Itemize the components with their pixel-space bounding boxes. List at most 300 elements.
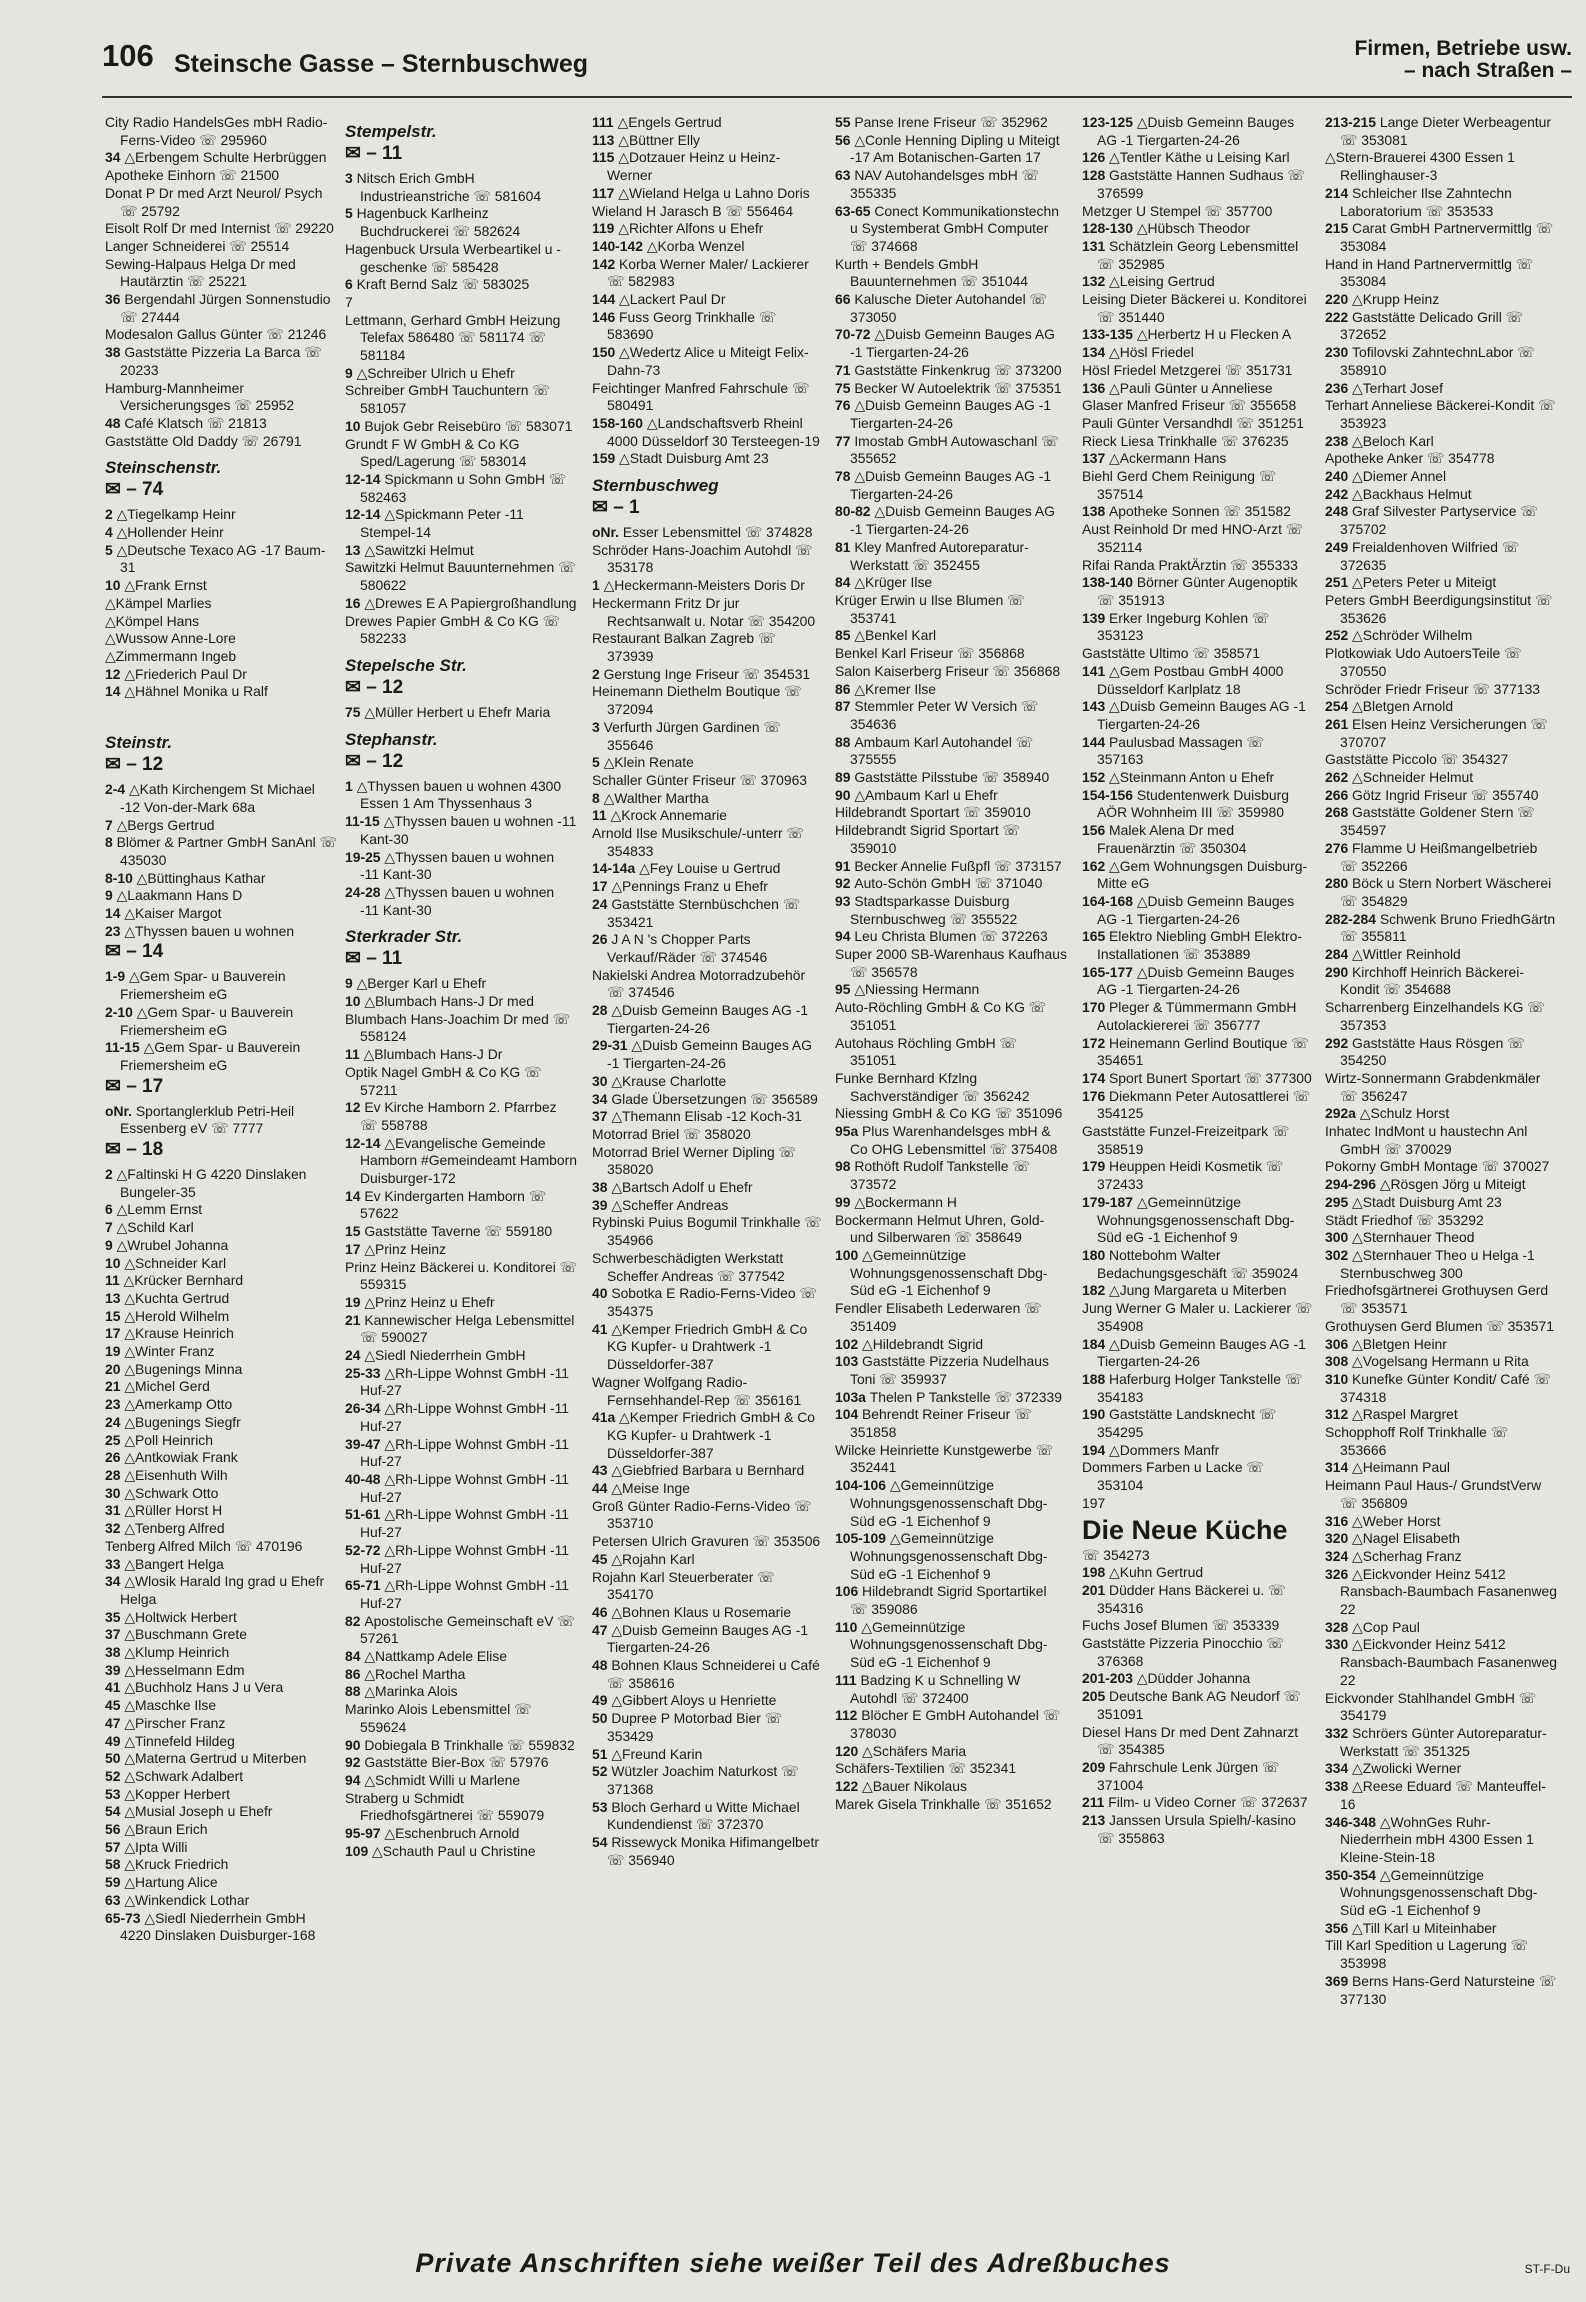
listing-entry: Heimann Paul Haus-/ GrundstVerw ☏ 356809 (1325, 1477, 1542, 1511)
listing-entry: 330 △Eickvonder Heinz 5412 Ransbach-Baumbach Fasanenweg 22 (1325, 1636, 1557, 1688)
house-number: 172 (1082, 1034, 1110, 1051)
house-number: 13 (345, 541, 365, 558)
house-number: 12-14 (345, 1134, 385, 1151)
house-number: 75 (835, 379, 855, 396)
listing-entry: 84 △Krüger Ilse (835, 574, 933, 591)
listing-entry: 8 △Walther Martha (592, 789, 709, 806)
house-number: 144 (592, 291, 620, 308)
house-number: 184 (1082, 1335, 1110, 1352)
listing-entry: 11-15 △Thyssen bauen u wohnen -11 Kant-30 (345, 813, 577, 847)
listing-entry: 11 △Blumbach Hans-J Dr (345, 1046, 503, 1063)
house-number: 8-10 (105, 869, 137, 886)
house-number: 54 (592, 1834, 612, 1851)
house-number: 213-215 (1325, 114, 1380, 130)
listing-entry: 197 (1082, 1494, 1106, 1511)
listing-entry: 126 △Tentler Käthe u Leising Karl (1082, 149, 1290, 166)
house-number: 266 (1325, 786, 1353, 803)
house-number: 1-9 (105, 968, 129, 985)
listing-entry: Metzger U Stempel ☏ 357700 (1082, 202, 1273, 219)
house-number: 306 (1325, 1335, 1353, 1352)
listing-entry: 194 △Dommers Manfr (1082, 1441, 1220, 1458)
house-number: 146 (592, 308, 620, 325)
listing-entry: Funke Bernhard Kfzlng Sachverständiger ☏ 356242 (835, 1069, 1030, 1104)
house-number: 102 (835, 1335, 863, 1352)
house-number: 17 (345, 1240, 365, 1257)
listing-entry: 144 Paulusbad Massagen ☏ 357163 (1082, 733, 1264, 768)
listing-entry: 38 △Klump Heinrich (105, 1644, 230, 1661)
listing-entry: 57 △Ipta Willi (105, 1838, 188, 1855)
listing-entry: 2 △Faltinski H G 4220 Dinslaken Bungeler-35 (105, 1166, 307, 1200)
listing-entry: 80-82 △Duisb Gemeinn Bauges AG -1 Tiergarten-24-26 (835, 503, 1055, 538)
listing-entry: 34 Glade Übersetzungen ☏ 356589 (592, 1090, 818, 1107)
house-number: 37 (592, 1108, 612, 1125)
listing-entry: Glaser Manfred Friseur ☏ 355658 (1082, 397, 1297, 414)
listing-entry: 24 Gaststätte Sternbüschchen ☏ 353421 (592, 895, 801, 930)
listing-entry: 230 Tofilovski ZahntechnLabor ☏ 358910 (1325, 344, 1535, 378)
listing-entry: 142 Korba Werner Maler/ Lackierer ☏ 582983 (592, 255, 809, 290)
house-number: 90 (345, 1736, 365, 1753)
advert-name: Die Neue Küche (1082, 1514, 1288, 1545)
house-number: 84 (345, 1648, 365, 1665)
listing-entry: Aust Reinhold Dr med HNO-Arzt ☏ 352114 (1082, 521, 1304, 555)
house-number: 54 (105, 1803, 125, 1820)
listing-entry: 1-9 △Gem Spar- u Bauverein Friemersheim eG (105, 968, 286, 1003)
listing-entry: 47 △Duisb Gemeinn Bauges AG -1 Tiergarten-24-26 (592, 1621, 809, 1656)
house-number: 14 (345, 1187, 365, 1204)
street-heading: Sternbuschweg (592, 476, 719, 496)
listing-entry: 284 △Wittler Reinhold (1325, 946, 1461, 963)
listing-entry: 9 △Laakmann Hans D (105, 887, 243, 904)
listing-entry: 43 △Giebfried Barbara u Bernhard (592, 1462, 805, 1479)
house-number: 95a (835, 1123, 863, 1140)
listing-entry: Gaststätte Ultimo ☏ 358571 (1082, 645, 1260, 662)
listing-entry: Dommers Farben u Lacke ☏ 353104 (1082, 1459, 1264, 1494)
house-number: 45 (592, 1550, 612, 1567)
house-number: 122 (835, 1778, 863, 1795)
listing-entry: 236 △Terhart Josef (1325, 379, 1444, 396)
listing-entry: 294-296 △Rösgen Jörg u Miteigt (1325, 1176, 1526, 1193)
listing-entry: 295 △Stadt Duisburg Amt 23 (1325, 1193, 1502, 1210)
listing-entry: 47 △Pirscher Franz (105, 1714, 226, 1731)
house-number: 215 (1325, 220, 1353, 237)
listing-entry: 152 △Steinmann Anton u Ehefr (1082, 769, 1275, 786)
house-number: 252 (1325, 627, 1353, 644)
house-number: 15 (105, 1307, 125, 1324)
house-number: 40 (592, 1285, 612, 1302)
listing-entry: 28 △Duisb Gemeinn Bauges AG -1 Tiergarten-24-26 (592, 1002, 809, 1036)
listing-entry: △Stern-Brauerei 4300 Essen 1 Rellinghauser-3 (1325, 149, 1515, 184)
house-number: 214 (1325, 184, 1353, 201)
listing-entry: 17 △Krause Heinrich (105, 1325, 234, 1342)
listing-entry: 154-156 Studentenwerk Duisburg AÖR Wohnheim III ☏ 359980 (1082, 786, 1289, 821)
listing-entry: Diesel Hans Dr med Dent Zahnarzt ☏ 354385 (1082, 1723, 1299, 1758)
listing-entry: 12-14 Spickmann u Sohn GmbH ☏ 582463 (345, 470, 567, 505)
listing-entry: 37 △Themann Elisab -12 Koch-31 (592, 1108, 802, 1125)
listing-entry: 184 △Duisb Gemeinn Bauges AG -1 Tiergarten-24-26 (1082, 1335, 1306, 1370)
house-number: 55 (835, 114, 855, 130)
listing-entry: 136 △Pauli Günter u Anneliese (1082, 379, 1273, 396)
listing-entry: 215 Carat GmbH Partnervermittlg ☏ 353084 (1325, 220, 1554, 254)
house-number: 170 (1082, 999, 1110, 1016)
house-number: 240 (1325, 468, 1353, 485)
house-number: 2 (592, 665, 604, 682)
listing-entry: Leising Dieter Bäckerei u. Konditorei ☏ 351440 (1082, 291, 1307, 325)
house-number: 26-34 (345, 1400, 385, 1417)
listing-entry: 52-72 △Rh-Lippe Wohnst GmbH -11 Huf-27 (345, 1541, 570, 1576)
house-number: 45 (105, 1697, 125, 1714)
house-number: 24 (592, 895, 612, 912)
listing-entry: 312 △Raspel Margret (1325, 1406, 1458, 1423)
listing-entry: Groß Günter Radio-Ferns-Video ☏ 353710 (592, 1497, 812, 1532)
house-number: 117 (592, 184, 619, 201)
house-number: 51-61 (345, 1506, 385, 1523)
house-number: 71 (835, 361, 855, 378)
house-number: 56 (105, 1821, 125, 1838)
column-4 (835, 114, 1067, 2189)
listing-entry: 52 Wützler Joachim Naturkost ☏ 371368 (592, 1763, 799, 1797)
listing-entry: 56 △Conle Henning Dipling u Miteigt -17 Am Botanischen-Garten 17 (835, 131, 1060, 166)
listing-entry: 111 Badzing K u Schnelling W Autohdl ☏ 372400 (835, 1671, 1021, 1706)
column-3 (592, 114, 824, 2189)
house-number: 179-187 (1082, 1193, 1137, 1210)
postal-district: ✉ – 12 (105, 754, 164, 776)
house-number: 350-354 (1325, 1866, 1380, 1883)
house-number: 338 (1325, 1778, 1353, 1795)
listing-entry: 282-284 Schwenk Bruno FriedhGärtn ☏ 355811 (1325, 910, 1556, 945)
listing-entry: Tenberg Alfred Milch ☏ 470196 (105, 1537, 303, 1554)
house-number: 174 (1082, 1069, 1110, 1086)
house-number: 9 (105, 887, 117, 904)
listing-entry: 17 △Pennings Franz u Ehefr (592, 878, 768, 895)
listing-entry: 251 △Peters Peter u Miteigt (1325, 574, 1497, 591)
house-number: 63 (105, 1891, 125, 1908)
house-number: 276 (1325, 839, 1353, 856)
house-number: 238 (1325, 432, 1353, 449)
listing-entry: Friedhofsgärtnerei Grothuysen Gerd ☏ 353571 (1325, 1282, 1549, 1317)
house-number: 63 (835, 167, 855, 184)
listing-entry: Lettmann, Gerhard GmbH Heizung Telefax 586480 ☏ 581174 ☏ 581184 (345, 311, 561, 364)
listing-entry: Fendler Elisabeth Lederwaren ☏ 351409 (835, 1300, 1042, 1334)
listing-entry: 77 Imostab GmbH Autowaschanl ☏ 355652 (835, 432, 1059, 467)
listing-entry: 24-28 △Thyssen bauen u wohnen -11 Kant-30 (345, 883, 555, 918)
listing-entry: Autohaus Röchling GmbH ☏ 351051 (835, 1034, 1017, 1069)
listing-entry: 144 △Lackert Paul Dr (592, 291, 726, 308)
listing-entry: Städt Friedhof ☏ 353292 (1325, 1211, 1484, 1228)
postal-district: ✉ – 11 (345, 143, 403, 164)
listing-entry: Krüger Erwin u Ilse Blumen ☏ 353741 (835, 591, 1025, 626)
house-number: 33 (105, 1555, 125, 1572)
listing-entry: 292 Gaststätte Haus Rösgen ☏ 354250 (1325, 1034, 1525, 1069)
listing-entry: Apotheke Anker ☏ 354778 (1325, 450, 1495, 467)
listing-entry: 5 △Deutsche Texaco AG -17 Baum-31 (105, 541, 326, 576)
listing-entry: Modesalon Gallus Günter ☏ 21246 (105, 326, 327, 343)
house-number: 308 (1325, 1353, 1353, 1370)
listing-entry: Auto-Röchling GmbH & Co KG ☏ 351051 (835, 999, 1047, 1033)
listing-entry: △Zimmermann Ingeb (105, 647, 237, 664)
house-number: 292 (1325, 1034, 1353, 1051)
house-number: 105-109 (835, 1530, 890, 1547)
house-number: 282-284 (1325, 910, 1380, 927)
listing-entry: 190 Gaststätte Landsknecht ☏ 354295 (1082, 1406, 1277, 1441)
house-number: 19 (105, 1343, 125, 1360)
street-heading: Sterkrader Str. (345, 927, 463, 947)
house-number: 220 (1325, 291, 1353, 308)
listing-entry: 90 Dobiegala B Trinkhalle ☏ 559832 (345, 1736, 575, 1753)
house-number: 10 (105, 1254, 125, 1271)
house-number: 23 (105, 1396, 125, 1413)
listing-entry: 92 Gaststätte Bier-Box ☏ 57976 (345, 1754, 549, 1771)
house-number: 158-160 (592, 414, 647, 431)
listing-entry: 8 Blömer & Partner GmbH SanAnl ☏ 435030 (105, 834, 337, 868)
house-number: 82 (345, 1612, 365, 1629)
house-number: 88 (835, 733, 855, 750)
section-heading (1355, 38, 1572, 82)
listing-entry: Sewing-Halpaus Helga Dr med Hautärztin ☏ 25221 (105, 255, 296, 290)
house-number: 12 (345, 1099, 365, 1116)
listing-entry: △Wussow Anne-Lore (105, 630, 236, 647)
house-number: 164-168 (1082, 892, 1137, 909)
house-number: 142 (592, 255, 620, 272)
listing-entry: 310 Kunefke Günter Kondit/ Café ☏ 374318 (1325, 1370, 1551, 1405)
column-2 (345, 114, 577, 2189)
footer-note: Private Anschriften siehe weißer Teil des Adreßbuches (415, 2248, 1171, 2278)
listing-entry: 21 △Michel Gerd (105, 1378, 210, 1395)
listing-entry: 26 △Antkowiak Frank (105, 1449, 238, 1466)
spacer (105, 701, 337, 713)
listing-entry: Blumbach Hans-Joachim Dr med ☏ 558124 (345, 1010, 571, 1045)
house-number: 17 (105, 1325, 125, 1342)
house-number: 95 (835, 981, 855, 998)
listing-entry: Niessing GmbH & Co KG ☏ 351096 (835, 1105, 1063, 1122)
house-number: 110 (835, 1618, 862, 1635)
house-number: 24-28 (345, 883, 385, 900)
listing-entry: Peters GmbH Beerdigungsinstitut ☏ 353626 (1325, 591, 1553, 626)
house-number: 159 (592, 450, 620, 467)
house-number: 14 (105, 683, 125, 700)
house-number: 28 (105, 1467, 125, 1483)
house-number: 26 (592, 931, 612, 948)
listing-entry: 261 Elsen Heinz Versicherungen ☏ 370707 (1325, 715, 1548, 750)
listing-entry: 115 △Dotzauer Heinz u Heinz-Werner (592, 149, 781, 184)
house-number: 98 (835, 1158, 855, 1175)
house-number: 138-140 (1082, 574, 1137, 591)
listing-entry: 302 △Sternhauer Theo u Helga -1 Sternbuschweg 300 (1325, 1247, 1535, 1281)
listing-entry: 44 △Meise Inge (592, 1480, 690, 1497)
listing-entry: Rojahn Karl Steuerberater ☏ 354170 (592, 1568, 775, 1603)
house-number: 94 (835, 928, 855, 945)
listing-entry: 324 △Scherhag Franz (1325, 1547, 1462, 1564)
listing-entry: Donat P Dr med Arzt Neurol/ Psych ☏ 25792 (105, 184, 323, 219)
listing-entry: 87 Stemmler Peter W Versich ☏ 354636 (835, 698, 1039, 732)
house-number: 39 (592, 1196, 612, 1213)
listing-entry: Eickvonder Stahlhandel GmbH ☏ 354179 (1325, 1689, 1537, 1724)
listing-entry: 314 △Heimann Paul (1325, 1459, 1450, 1476)
house-number: 143 (1082, 698, 1110, 715)
listing-entry: 103a Thelen P Tankstelle ☏ 372339 (835, 1388, 1062, 1405)
listing-entry: Arnold Ilse Musikschule/-unterr ☏ 354833 (592, 825, 804, 859)
house-number: 11-15 (345, 813, 384, 830)
house-number: 29-31 (592, 1037, 632, 1054)
house-number: 222 (1325, 308, 1353, 325)
listing-entry: Rybinski Puius Bogumil Trinkhalle ☏ 354966 (592, 1214, 822, 1249)
listing-entry: 94 Leu Christa Blumen ☏ 372263 (835, 928, 1048, 945)
listing-entry: 99 △Bockermann H (835, 1193, 957, 1210)
listing-entry: 238 △Beloch Karl (1325, 432, 1434, 449)
listing-entry: 201 Düdder Hans Bäckerei u. ☏ 354316 (1082, 1581, 1286, 1616)
listing-entry: 128-130 △Hübsch Theodor (1082, 220, 1250, 237)
house-number: 11 (345, 1046, 364, 1063)
listing-entry: 4 △Hollender Heinr (105, 524, 224, 541)
page-number: 106 (102, 38, 154, 73)
house-number: 46 (592, 1603, 612, 1620)
header-rule (102, 96, 1572, 98)
listing-entry: 19 △Prinz Heinz u Ehefr (345, 1293, 495, 1310)
listing-entry: 334 △Zwolicki Werner (1325, 1760, 1462, 1777)
house-number: 12 (105, 665, 125, 682)
street-heading: Steinstr. (105, 733, 173, 753)
house-number: 194 (1082, 1441, 1110, 1458)
listing-entry: 9 △Berger Karl u Ehefr (345, 975, 487, 992)
house-number: 302 (1325, 1247, 1353, 1263)
listing-entry: Feichtinger Manfred Fahrschule ☏ 580491 (592, 379, 810, 414)
street-heading: Stephanstr. (345, 729, 438, 749)
house-number: 32 (105, 1520, 125, 1537)
house-number: 41a (592, 1409, 620, 1426)
house-number: 292a (1325, 1105, 1360, 1122)
column-1 (105, 114, 337, 2189)
house-number: 14-14a (592, 860, 640, 877)
listing-entry: 112 Blöcher E GmbH Autohandel ☏ 378030 (835, 1707, 1061, 1741)
listing-entry: 86 △Kremer Ilse (835, 680, 937, 697)
house-number: 2 (105, 1166, 117, 1183)
house-number: 320 (1325, 1530, 1353, 1547)
house-number: 66 (835, 291, 855, 308)
house-number: 144 (1082, 733, 1110, 750)
listing-entry: 109 △Schauth Paul u Christine (345, 1842, 536, 1859)
listing-entry: 320 △Nagel Elisabeth (1325, 1530, 1461, 1547)
house-number: 30 (592, 1072, 612, 1089)
listing-entry: 39 △Hesselmann Edm (105, 1661, 245, 1678)
listing-entry: 6 Kraft Bernd Salz ☏ 583025 (345, 276, 530, 293)
listing-entry: 158-160 △Landschaftsverb Rheinl 4000 Düsseldorf 30 Tersteegen-19 (592, 414, 820, 449)
column-6 (1325, 114, 1557, 2189)
house-number: 138 (1082, 503, 1110, 520)
listing-entry: 248 Graf Silvester Partyservice ☏ 375702 (1325, 503, 1538, 538)
listing-entry: 138 Apotheke Sonnen ☏ 351582 (1082, 503, 1291, 520)
page-code: ST-F-Du (1524, 2262, 1570, 2276)
listing-entry: 3 Verfurth Jürgen Gardinen ☏ 355646 (592, 718, 781, 753)
listing-entry: 78 △Duisb Gemeinn Bauges AG -1 Tiergarten-24-26 (835, 468, 1052, 502)
house-number: 30 (105, 1484, 125, 1501)
listing-entry: Hamburg-Mannheimer Versicherungsges ☏ 25952 (105, 379, 295, 414)
house-number: 39-47 (345, 1435, 385, 1452)
listing-entry: 19-25 △Thyssen bauen u wohnen -11 Kant-30 (345, 848, 555, 883)
house-number: 290 (1325, 963, 1353, 980)
house-number: 3 (592, 718, 604, 735)
listing-entry: 306 △Bletgen Heinr (1325, 1335, 1447, 1352)
listing-entry: 220 △Krupp Heinz (1325, 291, 1440, 308)
house-number: 38 (105, 1644, 125, 1661)
house-number: 88 (345, 1683, 365, 1700)
listing-entry: 66 Kalusche Dieter Autohandel ☏ 373050 (835, 291, 1047, 325)
listing-entry: 316 △Weber Horst (1325, 1512, 1441, 1529)
listing-entry: 106 Hildebrandt Sigrid Sportartikel ☏ 359086 (835, 1583, 1047, 1618)
listing-entry: ☏ 354273 (1082, 1546, 1150, 1563)
listing-entry: 102 △Hildebrandt Sigrid (835, 1335, 984, 1352)
listing-entry: 54 Rissewyck Monika Hifimangelbetr ☏ 356940 (592, 1834, 819, 1868)
listing-entry: 103 Gaststätte Pizzeria Nudelhaus Toni ☏ 359937 (835, 1353, 1049, 1387)
house-number: 230 (1325, 344, 1353, 361)
house-number: 5 (105, 541, 117, 558)
house-number: 15 (345, 1223, 365, 1240)
house-number: 284 (1325, 946, 1353, 963)
listing-entry: 356 △Till Karl u Miteinhaber (1325, 1919, 1497, 1936)
listing-entry: Grundt F W GmbH & Co KG Sped/Lagerung ☏ 583014 (345, 435, 527, 470)
house-number: 201 (1082, 1581, 1110, 1598)
listing-entry: 276 Flamme U Heißmangelbetrieb ☏ 352266 (1325, 839, 1538, 874)
house-number: 25-33 (345, 1364, 385, 1381)
listing-entry: 180 Nottebohm Walter Bedachungsgeschäft ☏ 359024 (1082, 1247, 1299, 1281)
section-heading-line1: Firmen, Betriebe usw. (1354, 37, 1572, 60)
page-title: Steinsche Gasse – Sternbuschweg (174, 50, 589, 78)
listing-entry: 59 △Hartung Alice (105, 1874, 218, 1891)
listing-entry: Schaller Günter Friseur ☏ 370963 (592, 771, 808, 788)
section-heading-line2: – nach Straßen – (1403, 59, 1572, 82)
postal-district: ✉ – 74 (105, 479, 164, 501)
house-number: 35 (105, 1608, 125, 1625)
house-number: 40-48 (345, 1471, 385, 1487)
listing-entry: 36 Bergendahl Jürgen Sonnenstudio ☏ 27444 (105, 291, 331, 325)
listing-entry: Pokorny GmbH Montage ☏ 370027 (1325, 1158, 1550, 1175)
listing-entry: Till Karl Spedition u Lagerung ☏ 353998 (1325, 1937, 1528, 1972)
house-number: 10 (345, 993, 365, 1010)
listing-entry: 162 △Gem Wohnungsgen Duisburg-Mitte eG (1082, 857, 1308, 892)
listing-entry: oNr. Esser Lebensmittel ☏ 374828 (592, 524, 813, 541)
listing-entry: 213-215 Lange Dieter Werbeagentur ☏ 353081 (1325, 114, 1552, 148)
listing-entry: 6 △Lemm Ernst (105, 1201, 203, 1218)
listing-entry: 49 △Gibbert Aloys u Henriette (592, 1692, 777, 1709)
listing-entry: Schwerbeschädigten Werkstatt Scheffer Andreas ☏ 377542 (592, 1249, 785, 1284)
house-number: 70-72 (835, 326, 875, 343)
house-number: 90 (835, 786, 855, 803)
listing-entry: 138-140 Börner Günter Augenoptik ☏ 351913 (1082, 574, 1298, 608)
listing-entry: 176 Diekmann Peter Autosattlerei ☏ 354125 (1082, 1087, 1311, 1122)
house-number: 89 (835, 769, 855, 786)
listing-entry: 104 Behrendt Reiner Friseur ☏ 351858 (835, 1406, 1032, 1441)
listing-entry: Marek Gisela Trinkhalle ☏ 351652 (835, 1795, 1052, 1812)
listing-entry: Petersen Ulrich Gravuren ☏ 353506 (592, 1533, 821, 1550)
listing-entry: 170 Pleger & Tümmermann GmbH Autolackiererei ☏ 356777 (1082, 999, 1297, 1033)
listing-entry: 75 △Müller Herbert u Ehefr Maria (345, 703, 551, 720)
listing-entry: 94 △Schmidt Willi u Marlene (345, 1771, 521, 1788)
listing-entry: Gaststätte Piccolo ☏ 354327 (1325, 751, 1509, 768)
listing-entry: 53 Bloch Gerhard u Witte Michael Kundendienst ☏ 372370 (592, 1798, 800, 1833)
listing-entry: 280 Böck u Stern Norbert Wäscherei ☏ 354829 (1325, 875, 1552, 909)
listing-entry: 39-47 △Rh-Lippe Wohnst GmbH -11 Huf-27 (345, 1435, 570, 1470)
listing-entry: Scharrenberg Einzelhandels KG ☏ 357353 (1325, 999, 1545, 1033)
house-number: 2-4 (105, 781, 129, 798)
listing-entry: 326 △Eickvonder Heinz 5412 Ransbach-Baumbach Fasanenweg 22 (1325, 1565, 1557, 1618)
house-number: 346-348 (1325, 1813, 1380, 1830)
listing-entry: Hand in Hand Partnervermittlg ☏ 353084 (1325, 255, 1534, 290)
house-number: 14 (105, 905, 125, 922)
listing-entry: Gaststätte Pizzeria Pinocchio ☏ 376368 (1082, 1635, 1284, 1669)
listing-entry: 159 △Stadt Duisburg Amt 23 (592, 450, 769, 467)
listing-entry: 205 Deutsche Bank AG Neudorf ☏ 351091 (1082, 1688, 1301, 1722)
listing-entry: Gaststätte Old Daddy ☏ 26791 (105, 432, 302, 449)
listing-entry: 11-15 △Gem Spar- u Bauverein Friemersheim eG (105, 1039, 301, 1073)
listing-entry: Wilcke Heinriette Kunstgewerbe ☏ 352441 (835, 1441, 1054, 1476)
